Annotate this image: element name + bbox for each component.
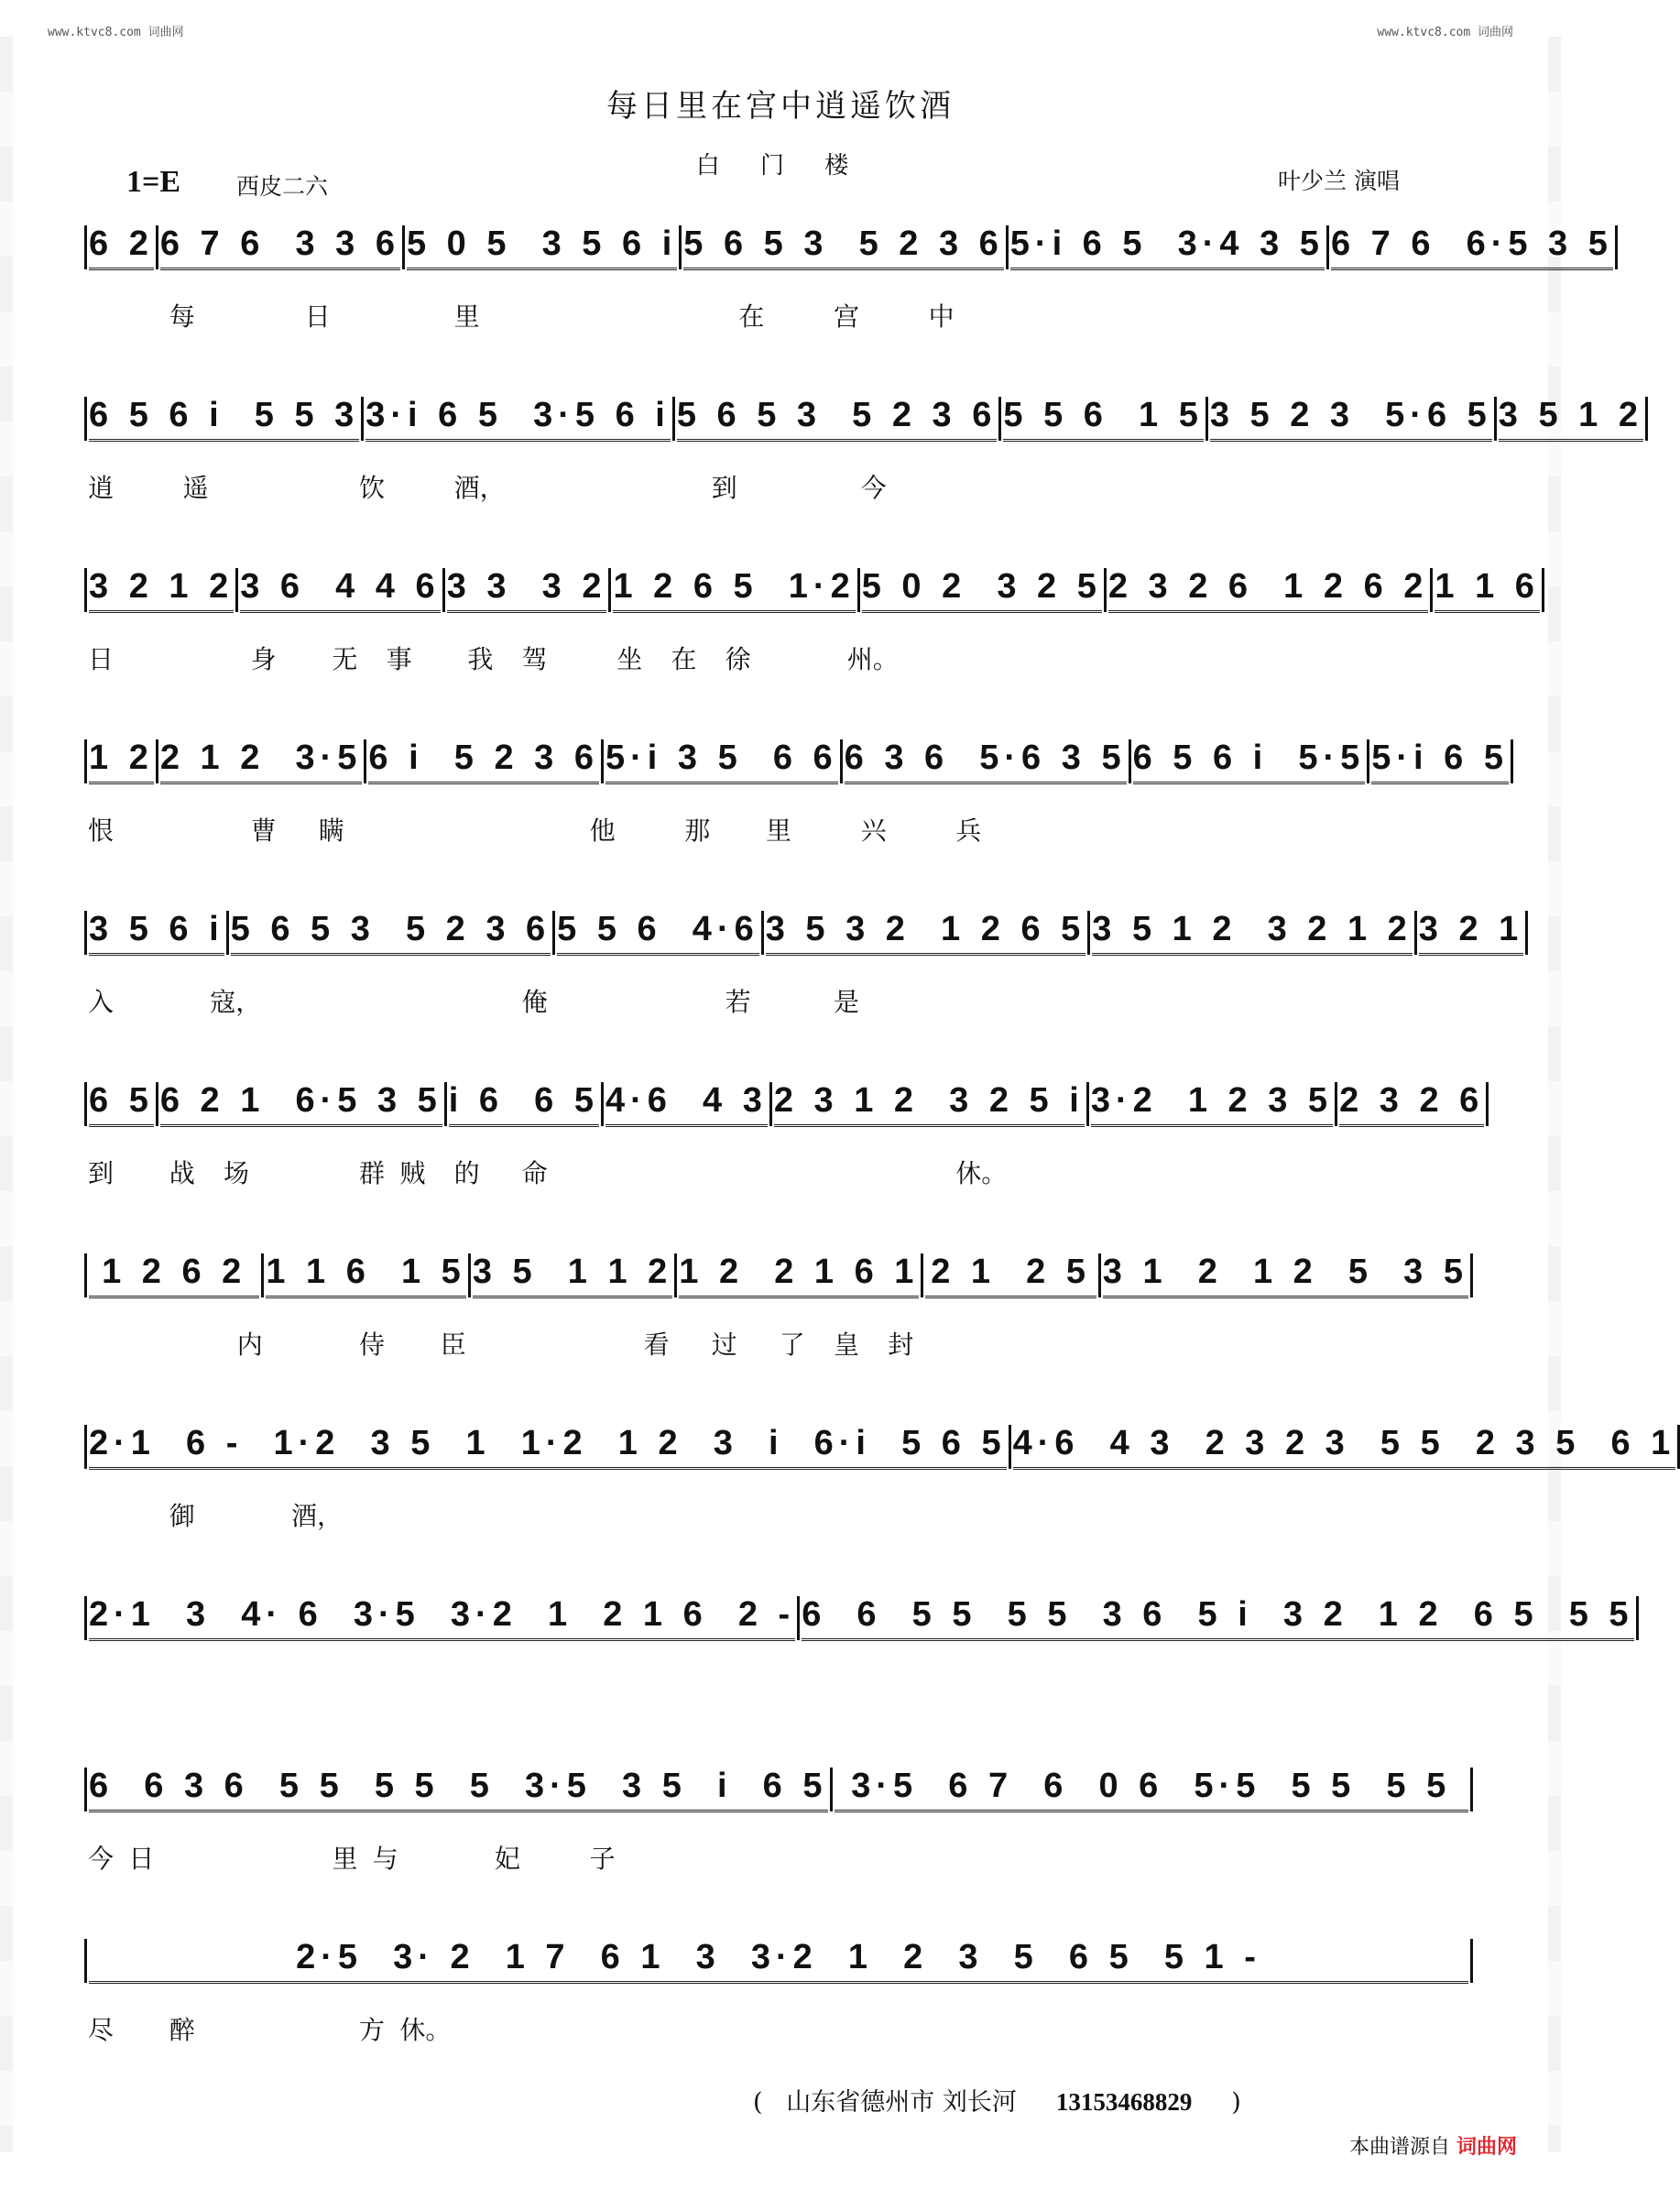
barline bbox=[1486, 1082, 1489, 1126]
barline bbox=[84, 739, 87, 783]
score-measure: 5 5 6 4·6 bbox=[557, 910, 759, 956]
lyric-line bbox=[88, 1496, 1480, 1529]
barline bbox=[921, 1253, 923, 1297]
score-line bbox=[82, 391, 1643, 446]
score-measure: 6 2 1 6·5 3 5 bbox=[160, 1081, 442, 1127]
score-line bbox=[82, 1591, 1634, 1646]
lyric-syllable: 日 bbox=[88, 644, 115, 674]
score-measure: 5 6 5 3 5 2 3 6 bbox=[683, 224, 1004, 270]
barline bbox=[601, 1082, 604, 1126]
barline bbox=[1615, 225, 1618, 269]
barline bbox=[1636, 1596, 1639, 1640]
contact-name: 刘长河 bbox=[942, 2088, 1017, 2117]
lyric-syllable: 战 bbox=[169, 1158, 195, 1188]
lyric-syllable: 宫 bbox=[834, 301, 860, 332]
lyric-syllable: 与 bbox=[372, 1844, 398, 1874]
lyric-syllable: 中 bbox=[928, 301, 955, 332]
lyric-syllable: 酒， bbox=[453, 473, 506, 503]
score-measure: 2·1 3 4· 6 3·5 3·2 1 2 1 6 2 - bbox=[89, 1595, 795, 1641]
score-line bbox=[82, 1762, 1475, 1817]
score-measure: 3 5 6 i bbox=[89, 910, 224, 956]
lyric-syllable: 尽 bbox=[88, 2015, 115, 2045]
aria-style: 西皮二六 bbox=[236, 173, 329, 200]
lyric-syllable: 无 bbox=[332, 644, 358, 674]
barline bbox=[235, 568, 238, 612]
barline bbox=[226, 911, 229, 955]
lyric-syllable: 入 bbox=[88, 987, 115, 1017]
header-site-right[interactable]: www.ktvc8.com 词曲网 bbox=[1377, 26, 1513, 39]
score-measure: 6 7 6 3 3 6 bbox=[160, 224, 400, 270]
barline bbox=[1494, 397, 1497, 441]
barline bbox=[1129, 739, 1131, 783]
barline bbox=[84, 1253, 87, 1297]
barline bbox=[84, 1425, 87, 1469]
score-measure: 3 5 3 2 1 2 6 5 bbox=[766, 910, 1086, 956]
lyric-syllable: 方 bbox=[359, 2015, 386, 2045]
score-measure: 3 5 2 3 5·6 5 bbox=[1210, 396, 1492, 442]
lyric-syllable: 臣 bbox=[440, 1330, 466, 1360]
lyric-syllable: 休。 bbox=[955, 1158, 1008, 1188]
score-line bbox=[82, 734, 1509, 789]
barline bbox=[1542, 568, 1544, 612]
score-line bbox=[82, 1248, 1475, 1303]
lyric-syllable: 俺 bbox=[521, 987, 548, 1017]
barline bbox=[364, 739, 366, 783]
score-measure: 3 5 1 2 bbox=[1499, 396, 1643, 442]
barline bbox=[156, 225, 158, 269]
barline bbox=[1511, 739, 1513, 783]
barline bbox=[156, 1082, 158, 1126]
score-measure: 3·5 6 7 6 0 6 5·5 5 5 5 5 bbox=[835, 1767, 1469, 1812]
lyric-syllable: 命 bbox=[521, 1158, 548, 1188]
score-measure: 2 1 2 5 bbox=[925, 1253, 1096, 1298]
score-measure: 5 6 5 3 5 2 3 6 bbox=[231, 910, 551, 956]
contact-open-paren: ( bbox=[753, 2088, 763, 2117]
barline bbox=[84, 1082, 87, 1126]
lyric-syllable: 今 bbox=[88, 1844, 115, 1874]
left-watermark-strip bbox=[0, 37, 13, 2152]
score-measure: 6 7 6 6·5 3 5 bbox=[1331, 224, 1613, 270]
contact-close-paren: ) bbox=[1231, 2088, 1241, 2117]
score-measure: 2 3 2 6 bbox=[1339, 1081, 1484, 1127]
lyric-syllable: 了 bbox=[779, 1330, 805, 1360]
barline bbox=[1367, 739, 1369, 783]
score-measure: 5 5 6 1 5 bbox=[1003, 396, 1203, 442]
score-measure: 5 0 5 3 5 6 i bbox=[407, 224, 677, 270]
barline bbox=[552, 911, 555, 955]
score-measure: 3 5 1 2 3 2 1 2 bbox=[1092, 910, 1413, 956]
song-title: 每日里在宫中逍遥饮酒 bbox=[606, 88, 955, 125]
lyric-line bbox=[88, 297, 1480, 330]
lyric-syllable: 群 bbox=[359, 1158, 386, 1188]
lyric-syllable: 兴 bbox=[860, 815, 887, 846]
lyric-line bbox=[88, 811, 1480, 844]
score-measure: 3 5 1 1 2 bbox=[473, 1253, 672, 1298]
lyric-syllable: 妃 bbox=[495, 1844, 521, 1874]
lyric-syllable: 身 bbox=[250, 644, 277, 674]
barline bbox=[1470, 1768, 1473, 1811]
lyric-line bbox=[88, 640, 1480, 673]
barline bbox=[84, 225, 87, 269]
lyric-syllable: 酒， bbox=[291, 1501, 344, 1531]
barline bbox=[442, 568, 445, 612]
lyric-line bbox=[88, 982, 1480, 1015]
lyric-syllable: 在 bbox=[738, 301, 765, 332]
lyric-syllable: 事 bbox=[386, 644, 412, 674]
score-line bbox=[82, 1933, 1475, 1988]
score-measure: 3·2 1 2 3 5 bbox=[1091, 1081, 1333, 1127]
lyric-syllable: 州。 bbox=[846, 644, 899, 674]
source-brand[interactable]: 词曲网 bbox=[1456, 2136, 1517, 2159]
score-measure: 6 5 6 i 5·5 bbox=[1133, 739, 1366, 784]
lyric-syllable: 坐 bbox=[616, 644, 643, 674]
source-prefix: 本曲谱源自 bbox=[1348, 2136, 1450, 2159]
score-measure: i 6 6 5 bbox=[449, 1081, 599, 1127]
barline bbox=[769, 1082, 772, 1126]
score-line bbox=[82, 563, 1540, 618]
lyric-syllable: 里 bbox=[766, 815, 792, 846]
score-measure: 2 1 2 3·5 bbox=[160, 739, 363, 784]
contact-info bbox=[753, 2082, 1241, 2118]
lyric-syllable: 贼 bbox=[399, 1158, 426, 1188]
lyric-syllable: 里 bbox=[453, 301, 480, 332]
barline bbox=[1104, 568, 1107, 612]
score-measure: 6 6 3 6 5 5 5 5 5 3·5 3 5 i 6 5 bbox=[89, 1767, 828, 1812]
score-measure: 4·6 4 3 2 3 2 3 5 5 2 3 5 6 1 bbox=[1013, 1424, 1676, 1470]
lyric-syllable: 遥 bbox=[182, 473, 209, 503]
barline bbox=[672, 397, 675, 441]
lyric-syllable: 今 bbox=[860, 473, 887, 503]
lyric-syllable: 子 bbox=[589, 1844, 616, 1874]
barline bbox=[402, 225, 405, 269]
contact-place: 山东省德州市 bbox=[786, 2088, 935, 2117]
lyric-syllable: 皇 bbox=[834, 1330, 860, 1360]
lyric-syllable: 休。 bbox=[399, 2015, 452, 2045]
lyric-syllable: 里 bbox=[332, 1844, 358, 1874]
score-measure: 3 2 1 2 bbox=[89, 567, 234, 613]
barline bbox=[1645, 397, 1648, 441]
score-measure: 6 2 bbox=[89, 224, 154, 270]
barline bbox=[1205, 397, 1208, 441]
lyric-line bbox=[88, 1668, 1480, 1701]
score-line bbox=[82, 1419, 1676, 1474]
contact-phone: 13153468829 bbox=[1055, 2088, 1193, 2116]
lyric-syllable: 饮 bbox=[359, 473, 386, 503]
lyric-syllable: 那 bbox=[684, 815, 711, 846]
barline bbox=[1525, 911, 1528, 955]
score-measure: 6 3 6 5·6 3 5 bbox=[845, 739, 1127, 784]
barline bbox=[674, 1253, 677, 1297]
lyric-syllable: 到 bbox=[88, 1158, 115, 1188]
lyric-syllable: 侍 bbox=[359, 1330, 386, 1360]
barline bbox=[1414, 911, 1417, 955]
lyric-syllable: 逍 bbox=[88, 473, 115, 503]
score-measure: 6 i 5 2 3 6 bbox=[368, 739, 599, 784]
lyric-syllable: 是 bbox=[834, 987, 860, 1017]
barline bbox=[601, 739, 604, 783]
score-measure: 3 3 3 2 bbox=[447, 567, 607, 613]
lyric-syllable: 驾 bbox=[521, 644, 548, 674]
lyric-syllable: 日 bbox=[304, 301, 331, 332]
lyric-syllable: 看 bbox=[643, 1330, 670, 1360]
lyric-syllable: 徐 bbox=[725, 644, 751, 674]
barline bbox=[1086, 1082, 1089, 1126]
lyric-syllable: 日 bbox=[128, 1844, 155, 1874]
barline bbox=[1470, 1939, 1473, 1983]
barline bbox=[361, 397, 364, 441]
barline bbox=[761, 911, 764, 955]
lyric-syllable: 到 bbox=[711, 473, 737, 503]
score-measure: 3·i 6 5 3·5 6 i bbox=[365, 396, 671, 442]
score-measure: 1 1 6 1 5 bbox=[266, 1253, 465, 1298]
barline bbox=[84, 568, 87, 612]
score-measure: 1 2 6 5 1·2 bbox=[613, 567, 855, 613]
score-measure: 2·1 6 - 1·2 3 5 1 1·2 1 2 3 i 6·i 5 6 5 bbox=[89, 1424, 1007, 1470]
barline bbox=[261, 1253, 264, 1297]
score-measure: 6 5 6 i 5 5 3 bbox=[89, 396, 359, 442]
lyric-line bbox=[88, 2010, 1480, 2043]
lyric-syllable: 曹 bbox=[250, 815, 277, 846]
score-measure: 2·5 3· 2 1 7 6 1 3 3·2 1 2 3 5 6 5 5 1 - bbox=[89, 1938, 1468, 1984]
score-line bbox=[82, 1077, 1485, 1132]
lyric-syllable: 的 bbox=[453, 1158, 480, 1188]
lyric-line bbox=[88, 1325, 1480, 1358]
lyric-line bbox=[88, 1154, 1480, 1187]
source-credit[interactable] bbox=[1349, 2131, 1517, 2160]
score-measure: 1 2 2 1 6 1 bbox=[679, 1253, 919, 1298]
score-measure: 6 6 5 5 5 5 3 6 5 i 3 2 1 2 6 5 5 5 bbox=[802, 1595, 1633, 1641]
score-measure: 3 2 1 bbox=[1419, 910, 1524, 956]
score-measure: 1 2 6 2 bbox=[89, 1253, 259, 1298]
barline bbox=[1098, 1253, 1101, 1297]
score-measure: 1 1 6 bbox=[1435, 567, 1540, 613]
barline bbox=[84, 397, 87, 441]
score-measure: 6 5 bbox=[89, 1081, 154, 1127]
score-measure: 5·i 6 5 bbox=[1371, 739, 1509, 784]
lyric-syllable: 封 bbox=[888, 1330, 914, 1360]
barline bbox=[840, 739, 843, 783]
score-measure: 2 3 1 2 3 2 5 i bbox=[774, 1081, 1085, 1127]
barline bbox=[1006, 225, 1009, 269]
barline bbox=[468, 1253, 471, 1297]
barline bbox=[84, 1939, 87, 1983]
score-measure: 2 3 2 6 1 2 6 2 bbox=[1108, 567, 1429, 613]
lyric-syllable: 过 bbox=[711, 1330, 737, 1360]
lyric-syllable: 若 bbox=[725, 987, 751, 1017]
lyric-syllable: 他 bbox=[589, 815, 616, 846]
barline bbox=[1087, 911, 1090, 955]
lyric-syllable: 我 bbox=[467, 644, 494, 674]
barline bbox=[797, 1596, 800, 1640]
barline bbox=[998, 397, 1001, 441]
lyric-line bbox=[88, 1839, 1480, 1872]
barline bbox=[444, 1082, 447, 1126]
score-measure: 4·6 4 3 bbox=[605, 1081, 768, 1127]
barline bbox=[679, 225, 682, 269]
lyric-syllable: 御 bbox=[169, 1501, 195, 1531]
barline bbox=[84, 911, 87, 955]
barline bbox=[84, 1768, 87, 1811]
barline bbox=[84, 1596, 87, 1640]
singer-credit: 叶少兰 演唱 bbox=[1278, 168, 1400, 194]
opera-name: 白 门 楼 bbox=[695, 152, 866, 180]
score-line bbox=[82, 220, 1613, 275]
score-measure: 5·i 6 5 3·4 3 5 bbox=[1010, 224, 1325, 270]
barline bbox=[1335, 1082, 1337, 1126]
score-measure: 3 1 2 1 2 5 3 5 bbox=[1103, 1253, 1468, 1298]
key-signature: 1=E bbox=[126, 165, 181, 199]
score-measure: 3 6 4 4 6 bbox=[240, 567, 440, 613]
lyric-syllable: 每 bbox=[169, 301, 195, 332]
lyric-syllable: 在 bbox=[671, 644, 697, 674]
barline bbox=[1430, 568, 1433, 612]
lyric-syllable: 场 bbox=[224, 1158, 250, 1188]
barline bbox=[830, 1768, 833, 1811]
lyric-line bbox=[88, 468, 1480, 501]
header-site-left[interactable]: www.ktvc8.com 词曲网 bbox=[48, 26, 184, 39]
lyric-syllable: 醉 bbox=[169, 2015, 195, 2045]
lyric-syllable: 寇， bbox=[210, 987, 262, 1017]
right-watermark-strip bbox=[1548, 37, 1561, 2152]
lyric-syllable: 内 bbox=[236, 1330, 263, 1360]
lyric-syllable: 兵 bbox=[955, 815, 982, 846]
score-line bbox=[82, 905, 1524, 960]
barline bbox=[857, 568, 860, 612]
barline bbox=[156, 739, 158, 783]
lyric-syllable: 瞒 bbox=[318, 815, 344, 846]
score-measure: 5 6 5 3 5 2 3 6 bbox=[677, 396, 998, 442]
lyric-syllable: 恨 bbox=[88, 815, 115, 846]
barline bbox=[1470, 1253, 1473, 1297]
barline bbox=[608, 568, 611, 612]
score-measure: 5 0 2 3 2 5 bbox=[862, 567, 1102, 613]
score-measure: 5·i 3 5 6 6 bbox=[605, 739, 838, 784]
score-measure: 1 2 bbox=[89, 739, 154, 784]
barline bbox=[1326, 225, 1329, 269]
barline bbox=[1009, 1425, 1011, 1469]
